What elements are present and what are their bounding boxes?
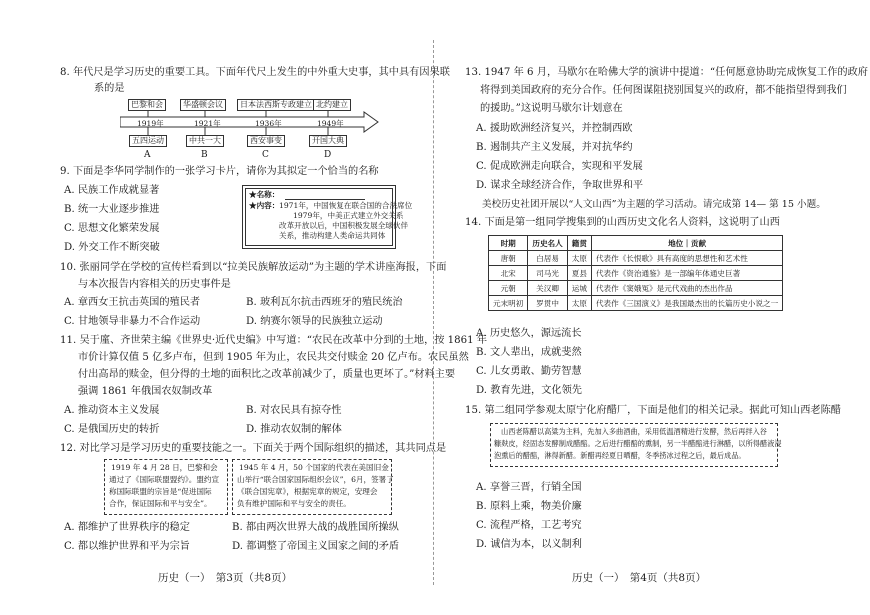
table-cell: 代表作《资治通鉴》是一部编年体通史巨著 bbox=[591, 266, 782, 281]
card-name-label: ★名称： bbox=[249, 190, 280, 199]
card-content-line: 改革开放以后，中国积极发展全球伙伴 bbox=[279, 221, 409, 230]
q11-stem-line4: 强调 1861 年俄国农奴制改革 bbox=[78, 386, 213, 397]
q14-stem: 14. 下面是第一组同学搜集到的山西历史文化名人资料，这说明了山西 bbox=[465, 217, 780, 228]
q13-option-d: D. 谋求全球经济合作，争取世界和平 bbox=[476, 180, 644, 191]
timeline-year: 1921年 bbox=[194, 119, 221, 128]
table-header: 籍贯 bbox=[567, 236, 591, 251]
q9-option-c: C. 思想文化繁荣发展 bbox=[64, 223, 160, 234]
q12-option-a: A. 都维护了世界秩序的稳定 bbox=[64, 522, 190, 533]
q15-record-box bbox=[490, 423, 782, 467]
q9-option-a: A. 民族工作成就显著 bbox=[64, 185, 160, 196]
table-cell: 夏县 bbox=[567, 266, 591, 281]
q13-option-a: A. 援助欧洲经济复兴，并控制西欧 bbox=[476, 123, 633, 134]
table-header: 地位｜贡献 bbox=[591, 236, 782, 251]
q12-option-d: D. 都调整了帝国主义国家之间的矛盾 bbox=[232, 541, 400, 552]
table-row bbox=[489, 251, 783, 266]
page-fold-line bbox=[433, 40, 434, 585]
q12-box2-line: 负有维护国际和平与安全的责任。 bbox=[237, 499, 351, 508]
timeline-bottom-event: 五四运动 bbox=[129, 135, 167, 147]
table-cell: 太原 bbox=[567, 251, 591, 266]
q13-stem-line3: 的援助。”这说明马歇尔计划意在 bbox=[480, 103, 623, 114]
q8-stem-line2: 系的是 bbox=[94, 83, 125, 94]
group-intro: 美校历史社团开展以“人文山西”为主题的学习活动。请完成第 14— 第 15 小题。 bbox=[482, 199, 826, 210]
q11-option-c: C. 是俄国历史的转折 bbox=[64, 424, 160, 435]
q12-box-united-nations bbox=[232, 459, 392, 515]
q12-box2-line: 山举行“联合国家国际组织会议”，6月，签署了 bbox=[237, 475, 394, 484]
q8-option-letter: D bbox=[324, 150, 332, 160]
q11-stem-line2: 市价计算仅值 5 亿多卢布，但到 1905 年为止，农民共交付赎金 20 亿卢布。农民虽然 bbox=[78, 352, 469, 363]
q12-option-c: C. 都以维护世界和平为宗旨 bbox=[64, 541, 190, 552]
table-cell: 代表作《三国演义》是我国最杰出的长篇历史小说之一 bbox=[591, 296, 782, 311]
q14-option-c: C. 儿女勇敢、勤劳智慧 bbox=[476, 366, 582, 377]
q10-option-d: D. 纳赛尔领导的民族独立运动 bbox=[246, 316, 383, 327]
timeline-year: 1936年 bbox=[255, 119, 282, 128]
q15-box-line: 山西老陈醋以高粱为主料，先加入多曲酒曲，采用低温酒精进行发酵，然后再拌入谷 bbox=[501, 427, 767, 436]
table-cell: 唐朝 bbox=[489, 251, 528, 266]
left-page-footer: 历史（一） 第3页（共8页） bbox=[158, 572, 293, 584]
q12-box-league-of-nations bbox=[104, 459, 228, 515]
q8-option-letter: C bbox=[262, 150, 269, 160]
q14-option-b: B. 文人辈出，成就斐然 bbox=[476, 347, 582, 358]
study-card bbox=[242, 185, 413, 249]
table-row bbox=[489, 266, 783, 281]
right-page-footer: 历史（一） 第4页（共8页） bbox=[572, 572, 707, 584]
timeline-bottom-event: 西安事变 bbox=[247, 135, 285, 147]
q12-box1-line: 通过了《国际联盟盟约》。盟约宣 bbox=[109, 475, 220, 484]
table-cell: 代表作《窦娥冤》是元代戏曲的杰出作品 bbox=[591, 281, 782, 296]
q8-stem-line1: 8. 年代尺是学习历史的重要工具。下面年代尺上发生的中外重大史事，其中具有因果联 bbox=[60, 67, 450, 78]
timeline-year: 1919年 bbox=[137, 119, 164, 128]
table-cell: 代表作《长恨歌》具有高度的思想性和艺术性 bbox=[591, 251, 782, 266]
q12-box1-line: 称国际联盟的宗旨是“促进国际 bbox=[109, 487, 212, 496]
table-header: 时期 bbox=[489, 236, 528, 251]
table-row bbox=[489, 281, 783, 296]
card-content-line: 1979年，中美正式建立外交关系 bbox=[293, 211, 404, 220]
timeline-year: 1949年 bbox=[317, 119, 344, 128]
table-header-row bbox=[489, 236, 783, 251]
table-header: 历史名人 bbox=[528, 236, 567, 251]
q12-option-b: B. 都由两次世界大战的战胜国所操纵 bbox=[232, 522, 399, 533]
q13-stem-line1: 13. 1947 年 6 月，马歇尔在哈佛大学的演讲中提道：“任何愿意协助完成恢复工作的政府 bbox=[465, 67, 868, 78]
q10-option-c: C. 甘地领导非暴力不合作运动 bbox=[64, 316, 201, 327]
q11-option-a: A. 推动资本主义发展 bbox=[64, 405, 160, 416]
q9-option-d: D. 外交工作不断突破 bbox=[64, 242, 160, 253]
q8-option-letter: B bbox=[201, 150, 208, 160]
q14-option-a: A. 历史悠久，源远流长 bbox=[476, 328, 582, 339]
q9-stem: 9. 下面是李华同学制作的一张学习卡片，请你为其拟定一个恰当的名称 bbox=[60, 166, 379, 177]
q10-stem-line2: 与本次报告内容相关的历史事件是 bbox=[78, 279, 231, 290]
q15-option-c: C. 流程严格，工艺考究 bbox=[476, 520, 582, 531]
timeline-top-event: 北约建立 bbox=[313, 99, 351, 111]
table-cell: 北宋 bbox=[489, 266, 528, 281]
q10-option-a: A. 章西女王抗击英国的殖民者 bbox=[64, 297, 201, 308]
q11-option-b: B. 对农民具有掠夺性 bbox=[246, 405, 342, 416]
q9-option-b: B. 统一大业逐步推进 bbox=[64, 204, 160, 215]
q15-stem: 15. 第二组同学参观太原宁化府醋厂，下面是他们的相关记录。据此可知山西老陈醋 bbox=[465, 405, 841, 416]
q12-box2-line: 1945 年 4 月，50 个国家的代表在美国旧金 bbox=[239, 463, 389, 472]
card-content-line: 关系，推动构建人类命运共同体 bbox=[279, 231, 386, 240]
q15-option-d: D. 诚信为本，以义制利 bbox=[476, 539, 582, 550]
timeline-bottom-event: 中共一大 bbox=[186, 135, 224, 147]
q12-stem: 12. 对比学习是学习历史的重要技能之一。下面关于两个国际组织的描述，其共同点是 bbox=[60, 443, 447, 454]
q14-option-d: D. 教育先进，文化领先 bbox=[476, 385, 582, 396]
table-cell: 关汉卿 bbox=[528, 281, 567, 296]
q15-option-a: A. 享誉三晋，行销全国 bbox=[476, 482, 582, 493]
card-name-blank bbox=[285, 199, 365, 200]
q13-option-b: B. 遏制共产主义发展，并对抗华约 bbox=[476, 142, 633, 153]
table-cell: 罗贯中 bbox=[528, 296, 567, 311]
timeline-top-event: 华盛顿会议 bbox=[180, 99, 226, 111]
table-cell: 元末明初 bbox=[489, 296, 528, 311]
table-cell: 运城 bbox=[567, 281, 591, 296]
q13-stem-line2: 将得到美国政府的充分合作。任何图谋阻挠别国复兴的政府，都不能指望得到我们 bbox=[480, 85, 847, 96]
q10-stem-line1: 10. 张丽同学在学校的宣传栏看到以“拉美民族解放运动”为主题的学术讲座海报，下面 bbox=[60, 262, 447, 273]
q11-stem-line3: 付出高昂的赎金，但分得的土地的面积比之改革前减少了，质量也更坏了。”材料主要 bbox=[78, 369, 456, 380]
q15-box-line: 糠麸皮，经固态发酵制成醋醅。之后进行醋醅的熏制，另一半醋醅进行淋醋，以所得醋液浸 bbox=[494, 439, 782, 448]
q11-option-d: D. 推动农奴制的解体 bbox=[246, 424, 342, 435]
table-cell: 司马光 bbox=[528, 266, 567, 281]
card-content-label: ★内容： bbox=[249, 201, 280, 210]
timeline-top-event: 日本法西斯专政建立 bbox=[237, 99, 315, 111]
timeline-bottom-event: 开国大典 bbox=[309, 135, 347, 147]
table-cell: 元朝 bbox=[489, 281, 528, 296]
card-content-line: 1971年，中国恢复在联合国的合法席位 bbox=[279, 201, 413, 210]
q14-table bbox=[488, 235, 783, 311]
q13-option-c: C. 促成欧洲走向联合，实现和平发展 bbox=[476, 161, 643, 172]
q10-option-b: B. 玻利瓦尔抗击西班牙的殖民统治 bbox=[246, 297, 403, 308]
q15-box-line: 泡熏后的醋醅，淋得新醋。新醋再经夏日晒醋，冬季捞冰过程之后，最后成品。 bbox=[494, 451, 746, 460]
table-row bbox=[489, 296, 783, 311]
timeline-top-event: 巴黎和会 bbox=[128, 99, 166, 111]
q11-stem-line1: 11. 吴于廑、齐世荣主编《世界史·近代史编》中写道：“农民在改革中分到的土地，按 1861 年 bbox=[60, 335, 488, 346]
q12-box1-line: 1919 年 4 月 28 日，巴黎和会 bbox=[111, 463, 218, 472]
q8-option-letter: A bbox=[144, 150, 151, 160]
table-cell: 太原 bbox=[567, 296, 591, 311]
q12-box2-line: 《联合国宪章》，根据宪章的规定，安理会 bbox=[237, 487, 378, 496]
q12-box1-line: 合作，保证国际和平与安全”。 bbox=[109, 499, 212, 508]
q15-option-b: B. 原料上乘，物美价廉 bbox=[476, 501, 582, 512]
table-cell: 白居易 bbox=[528, 251, 567, 266]
